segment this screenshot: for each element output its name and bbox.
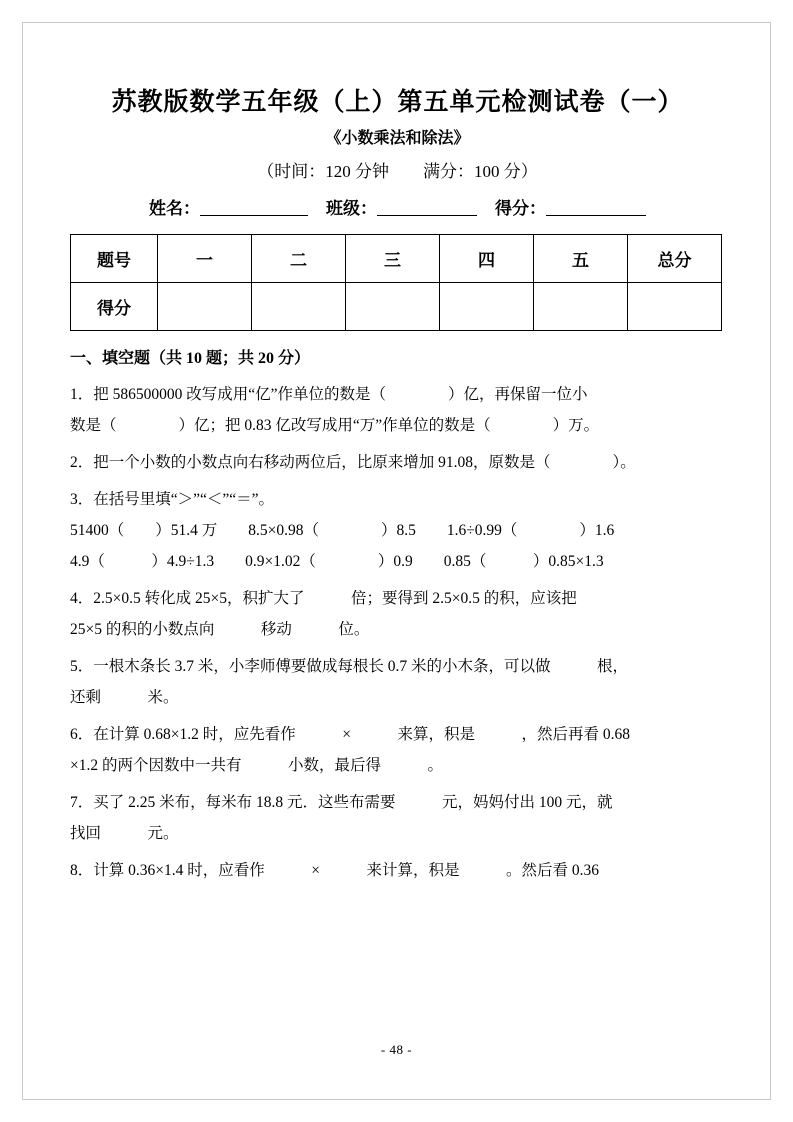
score-label: 得分： <box>495 199 546 218</box>
table-row <box>71 235 722 283</box>
question-3-line-1: 3．在括号里填“＞”“＜”“＝”。 <box>70 491 275 508</box>
score-table-cell: 题号 <box>71 235 158 283</box>
exam-meta: （时间：120 分钟 满分：100 分） <box>257 162 538 181</box>
score-table-cell-blank[interactable] <box>534 283 628 331</box>
question-6-line-1: 6．在计算 0.68×1.2 时，应先看作 × 来算，积是 ，然后再看 0.68 <box>70 726 630 743</box>
question-4 <box>70 583 725 645</box>
question-3 <box>70 484 725 577</box>
page-footer: - 48 - <box>380 1042 413 1057</box>
score-table-cell: 得分 <box>71 283 158 331</box>
question-5-line-2: 还剩 米。 <box>70 689 179 706</box>
class-label: 班级： <box>326 199 377 218</box>
question-4-line-1: 4．2.5×0.5 转化成 25×5，积扩大了 倍；要得到 2.5×0.5 的积，应该把 <box>70 590 577 607</box>
name-label: 姓名： <box>149 199 200 218</box>
page-title: 苏教版数学五年级（上）第五单元检测试卷（一） <box>111 89 684 116</box>
question-1 <box>70 379 725 441</box>
score-table-cell-blank[interactable] <box>346 283 440 331</box>
score-table-cell-blank[interactable] <box>628 283 722 331</box>
question-5 <box>70 651 725 713</box>
question-8-line-1: 8．计算 0.36×1.4 时，应看作 × 来计算，积是 。然后看 0.36 <box>70 862 599 879</box>
page-subtitle: 《小数乘法和除法》 <box>325 130 470 147</box>
question-1-line-2: 数是（ ）亿；把 0.83 亿改写成用“万”作单位的数是（ ）万。 <box>70 417 600 434</box>
score-table <box>70 234 722 331</box>
score-blank[interactable] <box>546 198 646 216</box>
question-4-line-2: 25×5 的积的小数点向 移动 位。 <box>70 621 370 638</box>
score-table-cell: 四 <box>440 235 534 283</box>
table-row <box>71 283 722 331</box>
question-6 <box>70 719 725 781</box>
score-table-cell-blank[interactable] <box>158 283 252 331</box>
score-table-cell: 五 <box>534 235 628 283</box>
question-2-line-1: 2．把一个小数的小数点向右移动两位后，比原来增加 91.08，原数是（ ）。 <box>70 454 636 471</box>
question-2 <box>70 447 725 478</box>
question-1-line-1: 1．把 586500000 改写成用“亿”作单位的数是（ ）亿，再保留一位小 <box>70 386 588 403</box>
question-5-line-1: 5．一根木条长 3.7 米，小李师傅要做成每根长 0.7 米的小木条，可以做 根， <box>70 658 629 675</box>
question-6-line-2: ×1.2 的两个因数中一共有 小数，最后得 。 <box>70 757 443 774</box>
section-heading-fill-in-blank: 一、填空题（共 10 题；共 20 分） <box>70 350 311 367</box>
score-table-cell: 二 <box>252 235 346 283</box>
name-blank[interactable] <box>200 198 308 216</box>
score-table-cell-blank[interactable] <box>440 283 534 331</box>
question-7-line-2: 找回 元。 <box>70 825 179 842</box>
score-table-cell: 三 <box>346 235 440 283</box>
question-3-line-2: 51400（ ）51.4 万 8.5×0.98（ ）8.5 1.6÷0.99（ ）1.6 <box>70 522 615 539</box>
score-table-cell: 一 <box>158 235 252 283</box>
student-info-line <box>70 194 725 224</box>
question-8 <box>70 855 725 886</box>
class-blank[interactable] <box>377 198 477 216</box>
score-table-cell: 总分 <box>628 235 722 283</box>
page-content <box>70 86 725 892</box>
score-table-cell-blank[interactable] <box>252 283 346 331</box>
question-3-line-3: 4.9（ ）4.9÷1.3 0.9×1.02（ ）0.9 0.85（ ）0.85×1.3 <box>70 553 604 570</box>
question-7 <box>70 787 725 849</box>
question-7-line-1: 7．买了 2.25 米布，每米布 18.8 元．这些布需要 元，妈妈付出 100 元，就 <box>70 794 613 811</box>
